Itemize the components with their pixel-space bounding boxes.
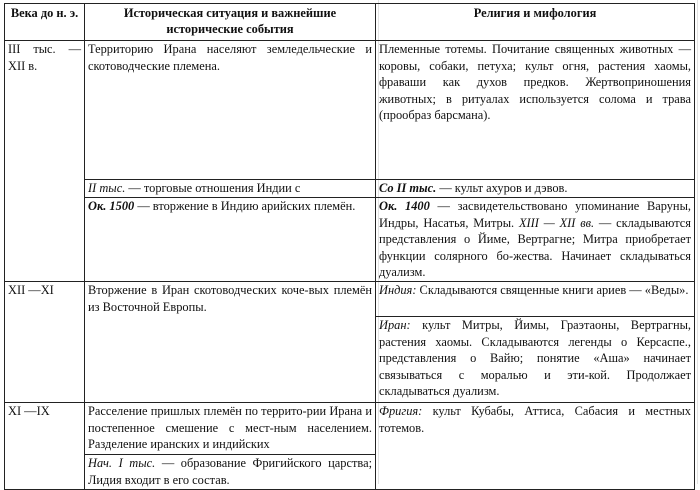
- religion-text: — засвидетельствовано упоминание Варуны, Индры, Насатья, Митры.: [379, 199, 691, 230]
- history-text: Вторжение в Иран скотоводческих коче-вых племён из Восточной Европы.: [88, 282, 372, 314]
- sheet-gridline: [697, 0, 698, 484]
- history-cell: [85, 454, 376, 489]
- religion-lead: Ок. 1400: [379, 199, 430, 213]
- history-lead: Нач. I тыс.: [88, 455, 156, 470]
- religion-text: — культ ахуров и дэвов.: [436, 181, 568, 195]
- religion-lead: Индия:: [379, 282, 417, 297]
- period-cell: XII —XI: [5, 281, 85, 402]
- religion-cell: [376, 180, 695, 198]
- religion-cell: [376, 402, 695, 489]
- history-lead: Ок. 1500: [88, 199, 135, 213]
- table-row: [5, 402, 695, 454]
- table-row: [5, 198, 695, 282]
- history-text: — образование Фригийского царства; Лидия входит в его состав.: [88, 455, 373, 487]
- history-text: — вторжение в Индию арийских племён.: [134, 199, 356, 213]
- table-header-row: [5, 4, 695, 41]
- header-religion: Религия и мифология: [376, 4, 695, 41]
- religion-cell: [376, 198, 695, 282]
- history-text: Территорию Ирана населяют земледельческие и скотоводческие племена.: [88, 42, 372, 73]
- religion-lead: Фригия:: [379, 403, 423, 418]
- religion-text: культ Кубабы, Аттиса, Сабасия и местных тотемов.: [379, 403, 691, 435]
- history-cell: [85, 180, 376, 198]
- history-table: [4, 3, 695, 490]
- religion-text: — складываются представления о Йиме, Вертрагне; Митра приобретает функции солярного бо-жества. Начинает складываться дуализм.: [379, 215, 691, 280]
- history-lead: II тыс.: [88, 181, 126, 195]
- religion-lead: XIII — XII вв.: [518, 215, 595, 230]
- history-cell: [85, 198, 376, 282]
- history-cell: [85, 41, 376, 180]
- table-row: [5, 180, 695, 198]
- history-cell: [85, 281, 376, 402]
- history-text: — торговые отношения Индии с: [125, 181, 301, 195]
- religion-text: Складываются священные книги ариев — «Веды».: [416, 282, 689, 297]
- history-cell: [85, 402, 376, 454]
- religion-cell: [376, 41, 695, 180]
- header-period: Века до н. э.: [5, 4, 85, 41]
- header-history: Историческая ситуация и важнейшие исторические события: [85, 4, 376, 41]
- religion-text: культ Митры, Йимы, Граэтаоны, Вертрагны, растения хаомы. Складываются легенды о Керсаспе., представления о Вайю; понятие «Аша» начинает связываться с моралью и эти-кой. Продолжает складываться дуализм.: [379, 317, 691, 399]
- table-row: [5, 281, 695, 316]
- religion-lead: Со II тыс.: [379, 181, 437, 195]
- table-row: [5, 41, 695, 180]
- history-text: Расселение пришлых племён по террито-рии Ирана и постепенное смешение с мест-ным населением. Разделение иранских и индийских: [88, 403, 372, 452]
- religion-lead: Иран:: [379, 317, 411, 332]
- religion-cell: [376, 316, 695, 402]
- period-cell: XI —IX: [5, 402, 85, 489]
- period-cell: III тыс. — XII в.: [5, 41, 85, 282]
- religion-cell: [376, 281, 695, 316]
- religion-text: Племенные тотемы. Почитание священных животных — коровы, собаки, петуха; культ огня, растения хаомы, фраваши как духов предков. Жертвоприношения животных; в ритуалах используется солома и трава (прообраз барсмана).: [379, 42, 691, 123]
